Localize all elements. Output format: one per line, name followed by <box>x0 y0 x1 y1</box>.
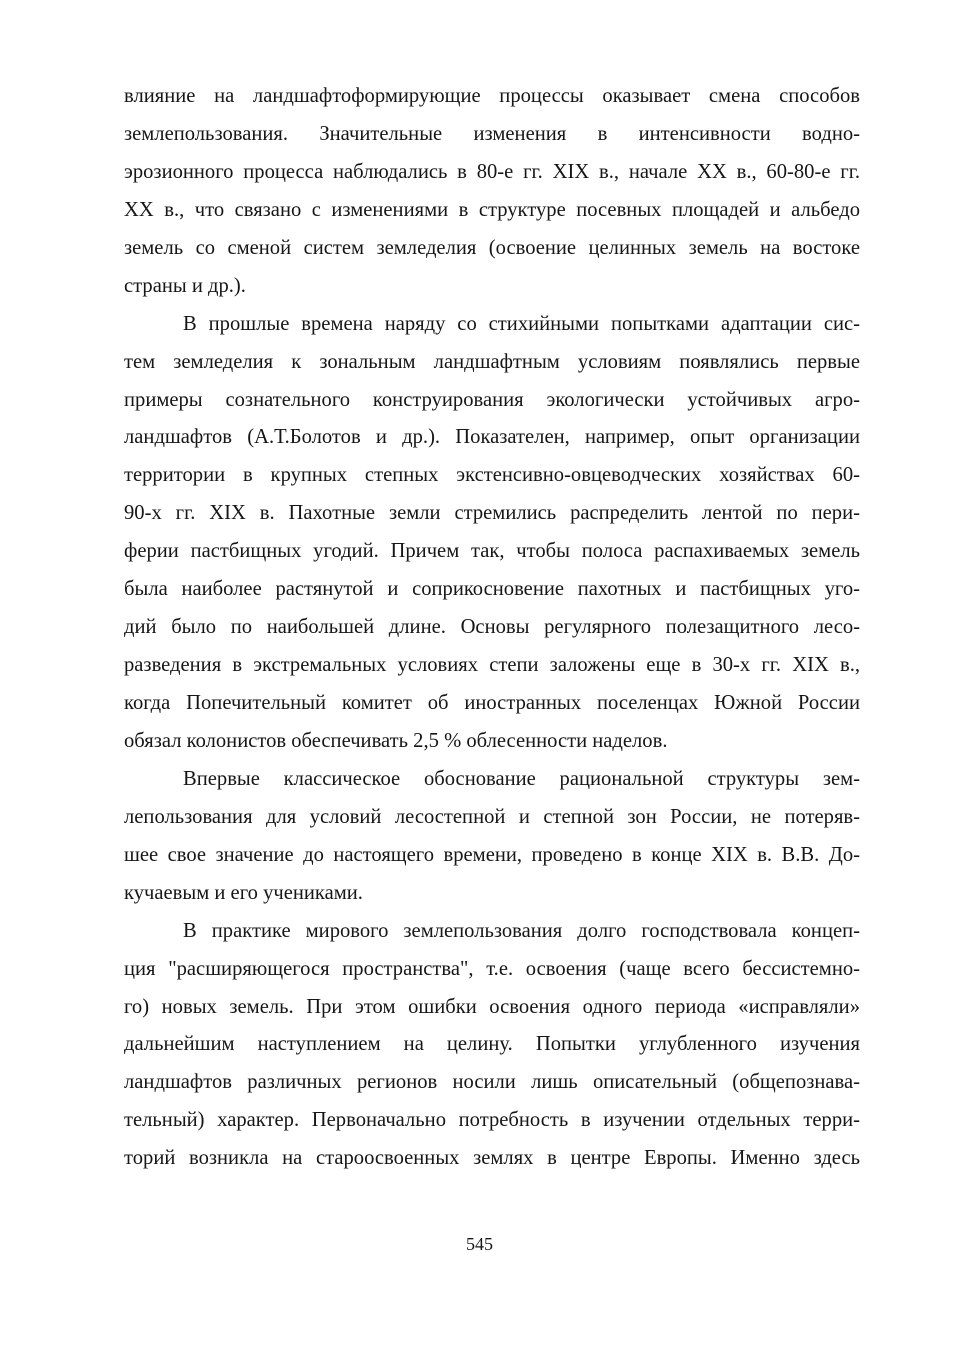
text-line: когда Попечительный комитет об иностранных поселенцах Южной России <box>124 692 860 714</box>
text-line: эрозионного процесса наблюдались в 80-е гг. XIX в., начале XX в., 60-80-е гг. <box>124 160 860 183</box>
text-line: ландшафтов различных регионов носили лишь описательный (общепознава- <box>124 1071 860 1094</box>
text-line: кучаевым и его учениками. <box>124 881 363 904</box>
page-number: 545 <box>466 1234 493 1254</box>
text-line: лепользования для условий лесостепной и степной зон России, не потеряв- <box>124 805 860 828</box>
text-line: дальнейшим наступлением на целину. Попытки углубленного изучения <box>124 1033 860 1056</box>
text-line: ферии пастбищных угодий. Причем так, чтобы полоса распахиваемых земель <box>124 540 860 563</box>
text-line: территории в крупных степных экстенсивно-овцеводческих хозяйствах 60- <box>124 464 860 487</box>
text-line: страны и др.). <box>124 274 246 297</box>
text-line: ландшафтов (А.Т.Болотов и др.). Показателен, например, опыт организации <box>124 426 860 449</box>
text-line: XX в., что связано с изменениями в структуре посевных площадей и альбедо <box>124 198 860 221</box>
text-line: торий возникла на старoосвоенных землях в центре Европы. Именно здесь <box>124 1147 860 1170</box>
text-line: землепользования. Значительные изменения в интенсивности водно- <box>124 122 860 145</box>
text-line: В прошлые времена наряду со стихийными попытками адаптации сис- <box>183 312 860 335</box>
text-line: шее свое значение до настоящего времени, проведено в конце XIX в. В.В. До- <box>124 843 860 866</box>
text-line: влияние на ландшафтоформирующие процессы оказывает смена способов <box>124 85 860 107</box>
text-line: была наиболее растянутой и соприкосновение пахотных и пастбищных уго- <box>124 578 860 601</box>
text-line: тем земледелия к зональным ландшафтным условиям появлялись первые <box>124 350 860 373</box>
text-line: примеры сознательного конструирования экологически устойчивых агро- <box>124 388 860 411</box>
paragraph-2 <box>124 306 860 761</box>
text-line: обязал колонистов обеспечивать 2,5 % облесенности наделов. <box>124 729 668 752</box>
paragraph-3 <box>124 761 860 913</box>
paragraph-1 <box>124 78 860 306</box>
text-line: дий было по наибольшей длине. Основы регулярного полезащитного лесо- <box>124 616 860 639</box>
text-line: В практике мирового землепользования долго господствовала концеп- <box>183 919 860 942</box>
body-text <box>124 78 860 1178</box>
text-line: тельный) характер. Первоначально потребность в изучении отдельных терри- <box>124 1109 860 1132</box>
text-line: го) новых земель. При этом ошибки освоения одного периода «исправляли» <box>124 995 860 1018</box>
text-line: разведения в экстремальных условиях степи заложены еще в 30-х гг. XIX в., <box>124 654 860 677</box>
text-line: земель со сменой систем земледелия (освоение целинных земель на востоке <box>124 236 860 259</box>
paragraph-4 <box>124 913 860 1179</box>
text-line: Впервые классическое обоснование рациональной структуры зем- <box>183 767 860 790</box>
text-line: ция "расширяющегося пространства", т.е. освоения (чаще всего бессистемно- <box>124 957 860 980</box>
text-line: 90-х гг. XIX в. Пахотные земли стремились распределить лентой по пери- <box>124 502 860 525</box>
